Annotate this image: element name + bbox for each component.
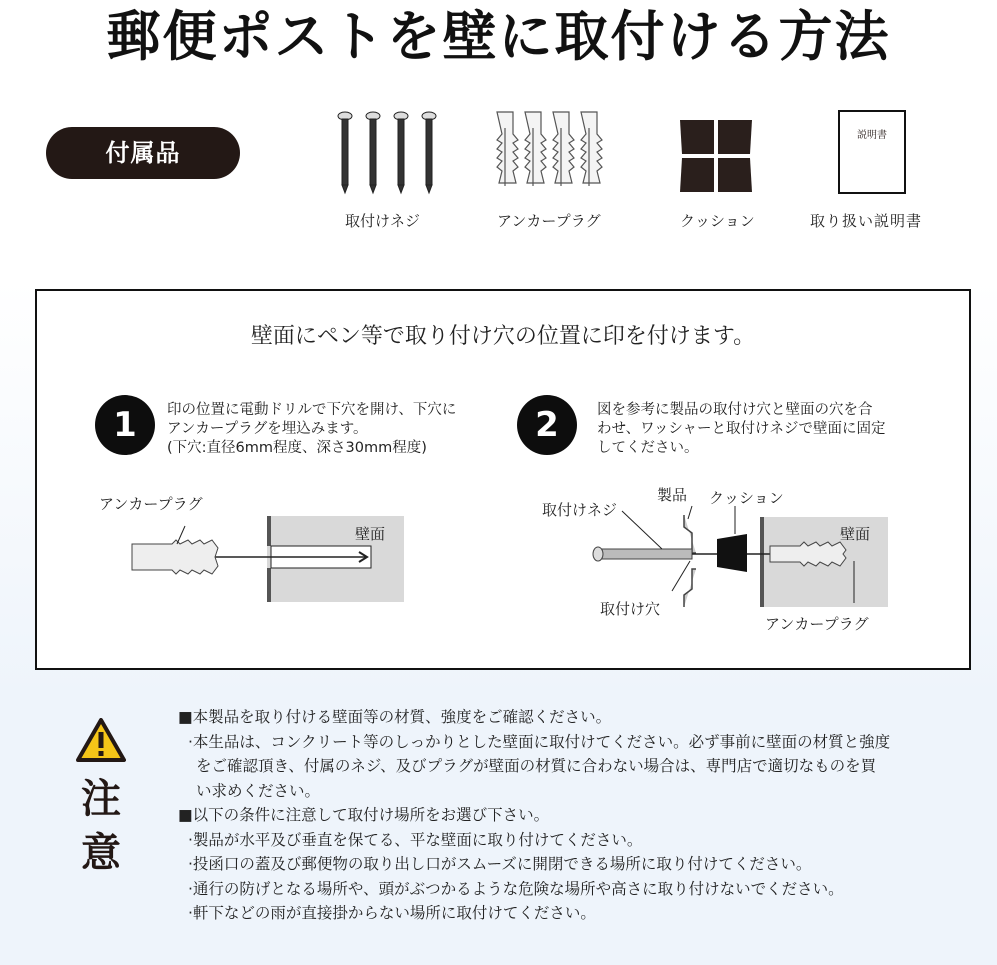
warning-triangle-icon [76,718,126,762]
step-1-text [167,401,456,458]
caution-item: ·投函口の蓋及び郵便物の取り出し口がスムーズに開閉できる場所に取り付けてください。 [188,855,812,873]
caution-item: い求めください。 [196,781,321,800]
caution-notes [178,705,968,926]
step-1-badge: 1 [95,395,155,455]
instructions-panel [35,289,971,670]
step-2-screw-label: 取付けネジ [542,501,618,519]
step-1-wall-label: 壁面 [355,525,386,543]
caution-char: 注 [81,776,121,822]
cushions-icon [678,118,754,194]
step-1-anchor-label: アンカープラグ [99,495,203,513]
manual-icon [838,110,906,194]
step-1-diagram [127,506,407,606]
manual-icon-text: 説明書 [857,130,887,141]
step-2-product-label: 製品 [657,486,688,504]
step-2-line: 図を参考に製品の取付け穴と壁面の穴を合 [597,402,873,418]
step-2-badge: 2 [517,395,577,455]
step-2-line: してください。 [597,440,699,456]
accessory-label-anchor-plugs: アンカープラグ [497,212,601,230]
accessory-label-manual: 取り扱い説明書 [810,212,923,230]
caution-label [76,718,126,880]
step-1-line: (下穴:直径6mm程度、深さ30mm程度) [167,440,427,456]
step-1-line: アンカープラグを埋込みます。 [167,421,368,437]
page-title: 郵便ポストを壁に取付ける方法 [106,4,891,68]
caution-item: ·軒下などの雨が直接掛からない場所に取付けてください。 [188,904,596,922]
caution-item: ·本生品は、コンクリート等のしっかりとした壁面に取付けてください。必ず事前に壁面の材質と強度 [188,732,891,751]
step-2-text [597,401,886,458]
step-2-cushion-label: クッション [709,489,784,507]
accessory-label-screws: 取付けネジ [345,212,421,230]
caution-heading: ■ 本製品を取り付ける壁面等の材質、強度をご確認ください。 [178,705,968,730]
step-1-line: 印の位置に電動ドリルで下穴を開け、下穴に [167,402,457,418]
step-2-anchor-label: アンカープラグ [765,615,869,633]
caution-char: 意 [81,830,121,876]
caution-heading: ■ 以下の条件に注意して取付け場所をお選び下さい。 [178,803,968,828]
caution-item: ·製品が水平及び垂直を保てる、平な壁面に取り付けてください。 [188,830,643,849]
instructions-heading: 壁面にペン等で取り付け穴の位置に印を付けます。 [250,324,756,349]
accessory-label-cushions: クッション [680,212,755,230]
step-2-wall-label: 壁面 [840,525,871,543]
screws-icon [335,110,445,195]
anchor-plugs-icon [493,108,608,193]
caution-item: をご確認頂き、付属のネジ、及びプラグが壁面の材質に合わない場合は、専門店で適切なものを買 [196,757,877,775]
caution-item: ·通行の防げとなる場所や、頭がぶつかるような危険な場所や高さに取り付けないでください。 [188,879,844,898]
accessories-label: 付属品 [46,127,240,179]
step-2-hole-label: 取付け穴 [600,600,661,618]
step-2-line: わせ、ワッシャーと取付けネジで壁面に固定 [597,421,886,437]
